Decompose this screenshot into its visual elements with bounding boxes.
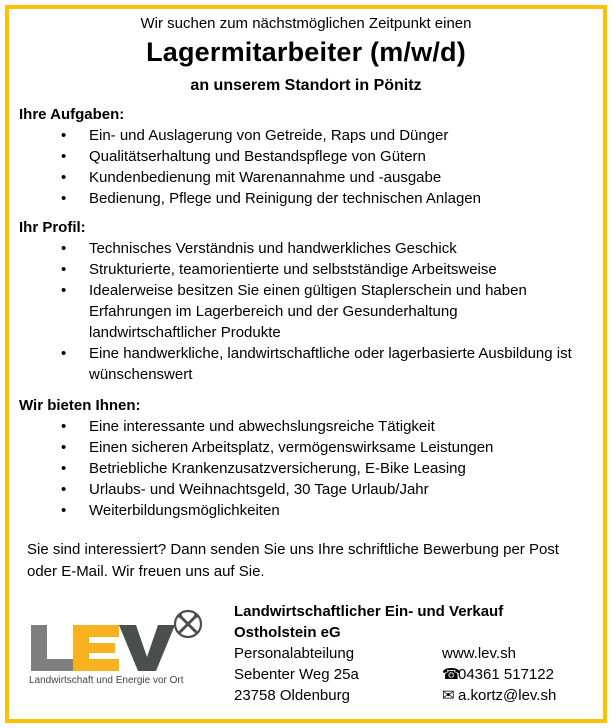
bullet-icon: • <box>61 169 67 186</box>
bullet-icon: • <box>61 418 67 435</box>
company-name <box>234 601 503 643</box>
intro-text: Wir suchen zum nächstmöglichen Zeitpunkt einen <box>140 15 472 32</box>
list-item-text: Idealerweise besitzen Sie einen gültigen Staplerschein und haben Erfahrungen im Lagerbereich und der Gesunderhaltung landwirtschaftlicher Produkte <box>89 282 527 341</box>
city: 23758 Oldenburg <box>234 687 350 704</box>
closing-text: Sie sind interessiert? Dann senden Sie uns Ihre schriftliche Bewerbung per Post oder E-Mail. Wir freuen uns auf Sie. <box>27 541 559 580</box>
company-name-line1: Landwirtschaftlicher Ein- und Verkauf <box>234 603 504 620</box>
list-item-text: Kundenbedienung mit Warenannahme und -ausgabe <box>89 169 442 186</box>
logo-letter-e <box>73 625 119 671</box>
website-link[interactable]: www.lev.sh <box>442 645 516 662</box>
list-item-text: Ein- und Auslagerung von Getreide, Raps und Dünger <box>89 127 449 144</box>
list-item-text: Strukturierte, teamorientierte und selbstständige Arbeitsweise <box>89 261 497 278</box>
list-item <box>19 188 593 209</box>
list-item-text: Eine handwerkliche, landwirtschaftliche oder lagerbasierte Ausbildung ist wünschenswert <box>89 345 572 383</box>
section-heading: Wir bieten Ihnen: <box>19 397 141 414</box>
list-item-text: Technisches Verständnis und handwerkliches Geschick <box>89 240 457 257</box>
phone-icon: ☎ <box>442 666 461 683</box>
email-icon: ✉ <box>442 687 455 704</box>
bullet-icon: • <box>61 240 67 257</box>
logo-letter-v <box>119 625 175 671</box>
job-ad-frame <box>5 5 607 723</box>
list-item <box>19 125 593 146</box>
bullet-icon: • <box>61 439 67 456</box>
bullet-icon: • <box>61 190 67 207</box>
logo-tagline: Landwirtschaft und Energie vor Ort <box>29 675 184 686</box>
list-item <box>19 238 593 259</box>
street: Sebenter Weg 25a <box>234 666 359 683</box>
list-item-text: Urlaubs- und Weihnachtsgeld, 30 Tage Urlaub/Jahr <box>89 481 429 498</box>
list-item-text: Weiterbildungsmöglichkeiten <box>89 502 280 519</box>
section-tasks <box>19 105 593 209</box>
section-benefits <box>19 396 593 521</box>
list-item-text: Eine interessante und abwechslungsreiche Tätigkeit <box>89 418 435 435</box>
email-address: a.kortz@lev.sh <box>458 687 557 704</box>
bullet-icon: • <box>61 481 67 498</box>
list-item <box>19 500 593 521</box>
lev-logo <box>29 609 204 689</box>
phone-number: 04361 517122 <box>458 666 554 683</box>
lev-logo-mark <box>29 609 204 673</box>
email-line[interactable] <box>442 685 556 706</box>
list-item-text: Betriebliche Krankenzusatzversicherung, E-Bike Leasing <box>89 460 466 477</box>
department: Personalabteilung <box>234 645 355 662</box>
list-item-text: Bedienung, Pflege und Reinigung der technischen Anlagen <box>89 190 481 207</box>
list-item <box>19 458 593 479</box>
bullet-icon: • <box>61 127 67 144</box>
section-profile <box>19 218 593 385</box>
list-item <box>19 146 593 167</box>
list-item-text: Qualitätserhaltung und Bestandspflege von Gütern <box>89 148 426 165</box>
logo-letter-l <box>31 625 73 671</box>
section-heading: Ihr Profil: <box>19 219 86 236</box>
bullet-icon: • <box>61 148 67 165</box>
job-location: an unserem Standort in Pönitz <box>190 77 422 94</box>
company-name-line2: Ostholstein eG <box>234 624 341 641</box>
section-heading: Ihre Aufgaben: <box>19 106 125 123</box>
list-item <box>19 479 593 500</box>
list-item <box>19 437 593 458</box>
phone-line[interactable] <box>442 664 556 685</box>
profile-list <box>19 238 593 385</box>
bullet-icon: • <box>61 282 67 299</box>
raiffeisen-icon <box>175 611 201 637</box>
bullet-icon: • <box>61 345 67 362</box>
contact-details <box>442 643 556 706</box>
list-item <box>19 167 593 188</box>
bullet-icon: • <box>61 502 67 519</box>
company-address <box>234 643 359 706</box>
list-item-text: Einen sicheren Arbeitsplatz, vermögenswirksame Leistungen <box>89 439 494 456</box>
benefits-list <box>19 416 593 521</box>
task-list <box>19 125 593 209</box>
list-item <box>19 416 593 437</box>
list-item <box>19 259 593 280</box>
list-item <box>19 343 593 385</box>
job-title: Lagermitarbeiter (m/w/d) <box>146 37 466 67</box>
list-item <box>19 280 593 343</box>
bullet-icon: • <box>61 460 67 477</box>
bullet-icon: • <box>61 261 67 278</box>
